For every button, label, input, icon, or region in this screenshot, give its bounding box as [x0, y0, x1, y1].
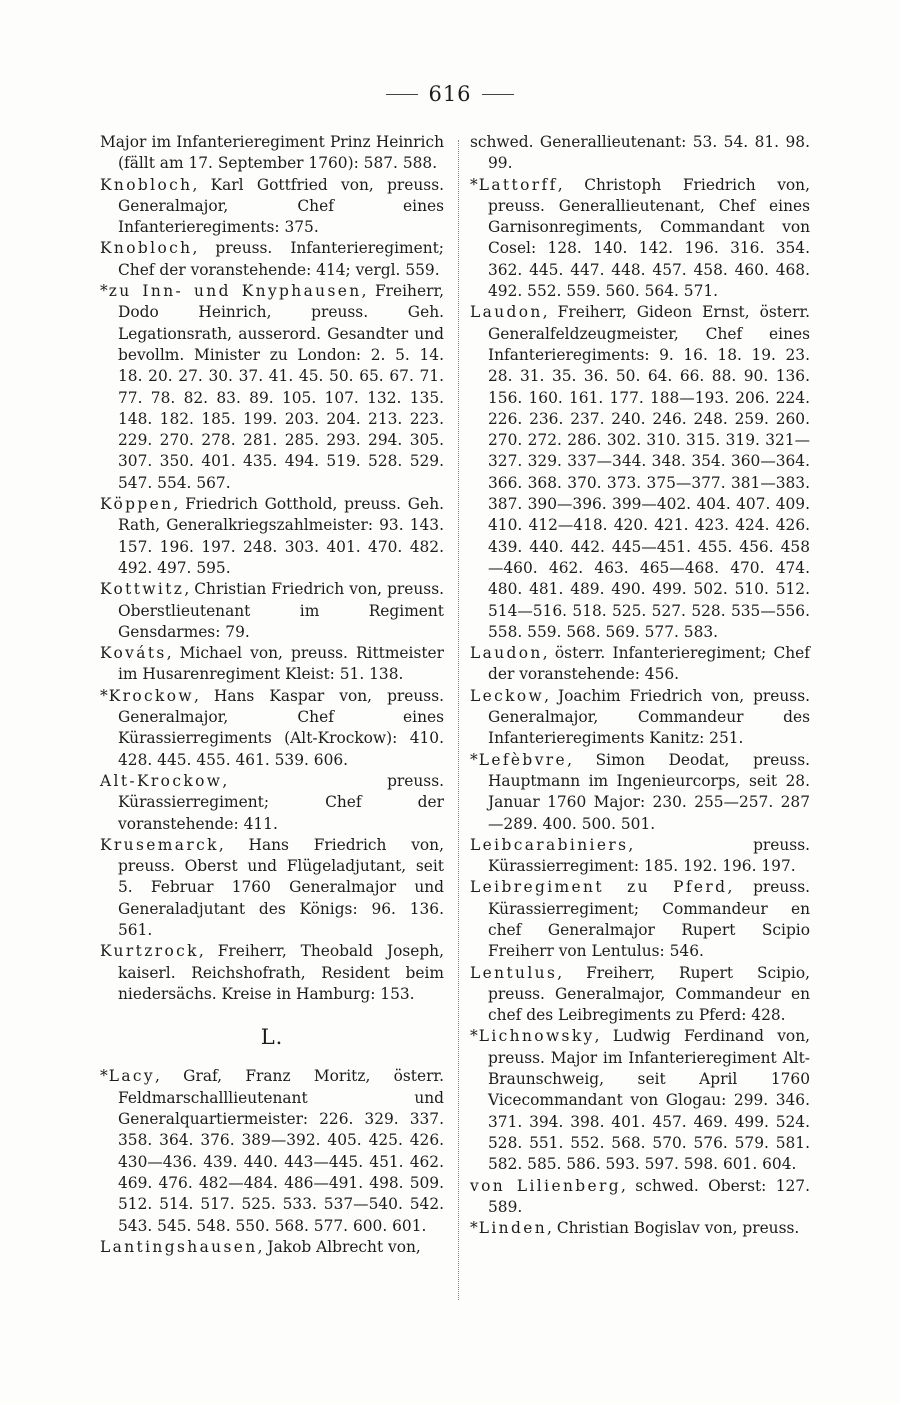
index-entry — [470, 1026, 810, 1175]
index-entry — [100, 835, 444, 941]
entry-name: Kottwitz — [100, 580, 185, 599]
index-entry — [470, 963, 810, 1027]
entry-marker: * — [470, 750, 478, 769]
index-entry — [100, 686, 444, 771]
entry-text: , preuss. Kürassierregiment; Commandeur en chef Generalmajor Rupert Scipio Freiherr von Lentulus: 546. — [488, 878, 810, 961]
entry-name: Lattorff — [478, 175, 558, 194]
entry-name: zu Inn- und Knyphausen — [108, 282, 362, 301]
index-entry — [470, 835, 810, 878]
index-entry — [100, 643, 444, 686]
index-entry — [470, 1218, 810, 1239]
entry-text: , Hans Kaspar von, preuss. Generalmajor, Chef eines Kürassierregiments (Alt-Krockow): 410. 428. 445. 455. 461. 539. 606. — [118, 686, 444, 769]
index-entry — [100, 941, 444, 1005]
header-dash-left — [386, 94, 418, 95]
entry-text: , Simon Deodat, preuss. Hauptmann im Ingenieurcorps, seit 28. Januar 1760 Major: 230. 255—257. 287—289. 400. 500. 501. — [488, 750, 810, 833]
entry-marker: * — [100, 282, 108, 301]
column-divider — [458, 140, 459, 1300]
entry-name: Krusemarck — [100, 835, 219, 854]
index-entry — [100, 281, 444, 494]
entry-text: , Freiherr, Theobald Joseph, kaiserl. Reichshofrath, Resident beim niedersächs. Kreise in Hamburg: 153. — [118, 942, 444, 1003]
entry-text: , österr. Infanterieregiment; Chef der voranstehende: 456. — [488, 644, 810, 684]
entry-name: Lacy — [108, 1067, 156, 1086]
index-entry — [100, 494, 444, 579]
entry-name: Leibcarabiniers — [470, 835, 629, 854]
right-entry-list — [470, 132, 810, 1239]
entry-text: , Freiherr, Gideon Ernst, österr. Generalfeldzeugmeister, Chef eines Infanterieregiments: 9. 16. 18. 19. 23. 28. 31. 35. 36. 50. 64. 66. 88. 90. 136. 156. 160. 161. 177. 188—193. 206. 224. 226. 236. 237. 240. 246. 248. 259. 260. 270. 272. 286. 302. 310. 315. 319. 321—327. 329. 337—344. 348. 354. 360—364. 366. 368. 370. 373. 375—377. 381—383. 387. 390—396. 399—402. 404. 407. 409. 410. 412—418. 420. 421. 423. 424. 426. 439. 440. 442. 445—451. 455. 456. 458—460. 462. 463. 465—468. 470. 474. 480. 481. 489. 490. 499. 502. 510. 512. 514—516. 518. 525. 527. 528. 535—556. 558. 559. 568. 569. 577. 583. — [488, 303, 810, 641]
entry-text: , Freiherr, Dodo Heinrich, preuss. Geh. Legationsrath, ausserord. Gesandter und bevollm. Minister zu London: 2. 5. 14. 18. 20. 27. 30. 37. 41. 45. 50. 65. 67. 71. 77. 78. 82. 83. 89. 105. 107. 132. 135. 148. 182. 185. 199. 203. 204. 213. 223. 229. 270. 278. 281. 285. 293. 294. 305. 307. 350. 401. 435. 494. 519. 528. 529. 547. 554. 567. — [118, 282, 444, 492]
entry-marker: * — [470, 175, 478, 194]
index-entry — [470, 877, 810, 962]
entry-text: Major im Infanterieregiment Prinz Heinrich (fällt am 17. September 1760): 587. 588. — [100, 133, 444, 173]
entry-text: , preuss. Infanterieregiment; Chef der voranstehende: 414; vergl. 559. — [118, 239, 444, 279]
entry-text: , Graf, Franz Moritz, österr. Feldmarschalllieutenant und Generalquartiermeister: 226. 329. 337. 358. 364. 376. 389—392. 405. 425. 426. 430—436. 439. 440. 443—445. 451. 462. 469. 476. 482—484. 486—491. 498. 509. 512. 514. 517. 525. 533. 537—540. 542. 543. 545. 548. 550. 568. 577. 600. 601. — [118, 1067, 444, 1235]
index-entry — [100, 771, 444, 835]
entry-name: Linden — [478, 1219, 548, 1238]
entry-name: Knobloch — [100, 175, 193, 194]
entry-text: , Michael von, preuss. Rittmeister im Husarenregiment Kleist: 51. 138. — [118, 644, 444, 684]
entry-name: Laudon — [470, 644, 543, 663]
entry-name: Krockow — [108, 686, 195, 705]
entry-name: Kurtzrock — [100, 942, 199, 961]
entry-marker: * — [100, 686, 108, 705]
index-entry — [470, 302, 810, 643]
left-entry-list — [100, 132, 444, 1005]
index-entry — [100, 132, 444, 175]
entry-name: Leckow — [470, 686, 545, 705]
entry-name: Lichnowsky — [478, 1027, 595, 1046]
entry-name: Knobloch — [100, 239, 193, 258]
index-entry — [100, 238, 444, 281]
left-column — [100, 132, 444, 1258]
entry-name: Leibregiment zu Pferd — [470, 878, 728, 897]
section-heading: L. — [260, 1025, 284, 1050]
index-entry — [470, 750, 810, 835]
index-entry — [100, 175, 444, 239]
page-header — [0, 82, 900, 106]
index-entry — [470, 1176, 810, 1219]
entry-text: , preuss. Kürassierregiment: 185. 192. 196. 197. — [488, 835, 810, 876]
entry-name: Laudon — [470, 303, 543, 322]
entry-name: Lentulus — [470, 963, 558, 982]
header-dash-right — [482, 94, 514, 95]
entry-text: , Friedrich Gotthold, preuss. Geh. Rath, Generalkriegszahlmeister: 93. 143. 157. 196. 197. 248. 303. 401. 470. 482. 492. 497. 595. — [118, 495, 444, 577]
index-entry — [470, 643, 810, 686]
index-entry — [100, 1066, 444, 1236]
entry-name: Lefèbvre — [478, 750, 568, 769]
index-entry — [100, 1237, 444, 1258]
entry-marker: * — [470, 1219, 478, 1238]
entry-text: , Joachim Friedrich von, preuss. Generalmajor, Commandeur des Infanterieregiments Kanitz: 251. — [488, 686, 810, 748]
right-column — [470, 132, 810, 1239]
entry-text: schwed. Generallieutenant: 53. 54. 81. 98. 99. — [470, 133, 810, 173]
index-entry — [470, 686, 810, 750]
entry-text: , Hans Friedrich von, preuss. Oberst und Flügeladjutant, seit 5. Februar 1760 Generalmajor und Generaladjutant des Königs: 96. 136. 561. — [118, 835, 444, 939]
entry-text: , Jakob Albrecht von, — [257, 1237, 421, 1256]
left-entry-list-after-heading — [100, 1066, 444, 1258]
entry-text: , schwed. Oberst: 127. 589. — [488, 1176, 810, 1216]
entry-text: , preuss. Kürassierregiment; Chef der voranstehende: 411. — [118, 771, 444, 833]
entry-name: von Lilienberg — [470, 1176, 622, 1195]
index-entry — [100, 579, 444, 643]
entry-text: , Christian Bogislav von, preuss. — [547, 1219, 800, 1238]
entry-marker: * — [470, 1027, 478, 1046]
entry-text: , Christian Friedrich von, preuss. Oberstlieutenant im Regiment Gensdarmes: 79. — [118, 580, 444, 641]
entry-text: , Freiherr, Rupert Scipio, preuss. Generalmajor, Commandeur en chef des Leibregiments zu Pferd: 428. — [488, 963, 810, 1025]
entry-text: , Karl Gottfried von, preuss. Generalmajor, Chef eines Infanterieregiments: 375. — [118, 175, 444, 237]
index-entry — [470, 175, 810, 303]
entry-text: , Christoph Friedrich von, preuss. Generallieutenant, Chef eines Garnisonregiments, Commandant von Cosel: 128. 140. 142. 196. 316. 354. 362. 445. 447. 448. 457. 458. 460. 468. 492. 552. 559. 560. 564. 571. — [488, 175, 810, 301]
entry-name: Lantingshausen — [100, 1237, 258, 1256]
index-entry — [470, 132, 810, 175]
entry-name: Alt-Krockow — [100, 771, 223, 790]
entry-name: Köppen — [100, 495, 174, 514]
page-number: 616 — [428, 82, 472, 106]
entry-text: , Ludwig Ferdinand von, preuss. Major im Infanterieregiment Alt-Braunschweig, seit April 1760 Vicecommandant von Glogau: 299. 346. 371. 394. 398. 401. 457. 469. 499. 524. 528. 551. 552. 568. 570. 576. 579. 581. 582. 585. 586. 593. 597. 598. 601. 604. — [488, 1027, 810, 1174]
entry-name: Kováts — [100, 644, 167, 663]
entry-marker: * — [100, 1067, 108, 1086]
